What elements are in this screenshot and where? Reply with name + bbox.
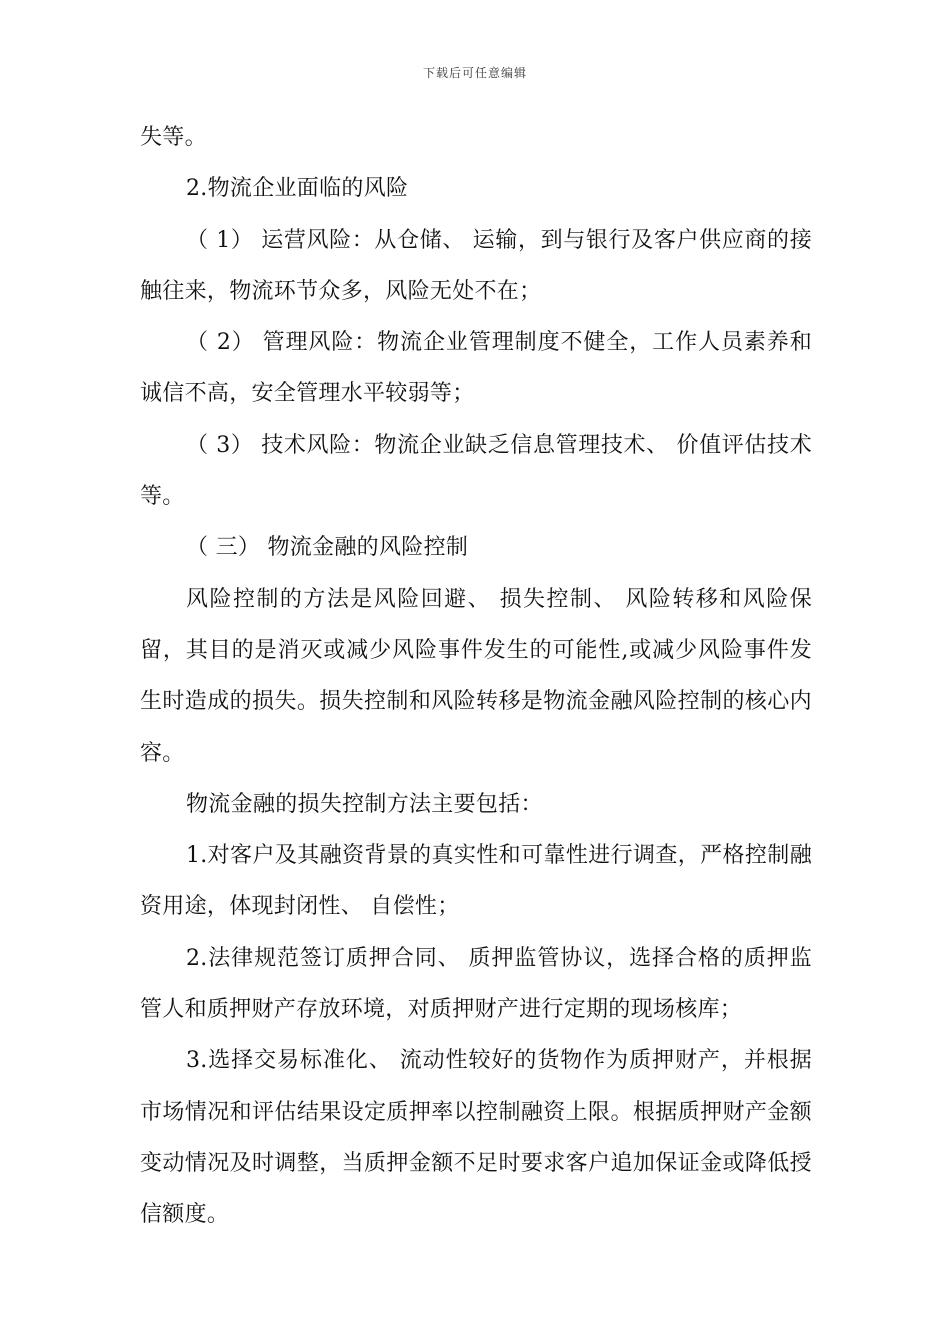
section-heading: 2.物流企业面临的风险 (186, 176, 409, 202)
list-item: 1.对客户及其融资背景的真实性和可靠性进行调查，严格控制融资用途，体现封闭性、 自偿性； (140, 843, 812, 920)
paragraph: （ 1） 运营风险：从仓储、 运输，到与银行及客户供应商的接触往来，物流环节众多，风险无处不在； (140, 227, 812, 304)
list-item: 3.选择交易标准化、 流动性较好的货物作为质押财产，并根据市场情况和评估结果设定质押率以控制融资上限。根据质押财产金额变动情况及时调整，当质押金额不足时要求客户追加保证金或降低授信额度。 (140, 1048, 812, 1228)
header-note: 下载后可任意编辑 (422, 66, 527, 80)
list-item: 2.法律规范签订质押合同、 质押监管协议，选择合格的质押监管人和质押财产存放环境，对质押财产进行定期的现场核库； (140, 945, 812, 1023)
paragraph: 风险控制的方法是风险回避、 损失控制、 风险转移和风险保留，其目的是消灭或减少风险事件发生的可能性,或减少风险事件发生时造成的损失。损失控制和风险转移是物流金融风险控制的核心内容。 (140, 586, 812, 766)
paragraph: （ 3） 技术风险：物流企业缺乏信息管理技术、 价值评估技术等。 (140, 432, 812, 510)
section-heading: （ 三） 物流金融的风险控制 (186, 535, 469, 561)
paragraph: 物流金融的损失控制方法主要包括： (186, 791, 543, 817)
paragraph: 失等。 (140, 125, 207, 150)
document-body (140, 112, 812, 1241)
paragraph: （ 2） 管理风险：物流企业管理制度不健全，工作人员素养和诚信不高，安全管理水平较弱等； (140, 330, 812, 407)
